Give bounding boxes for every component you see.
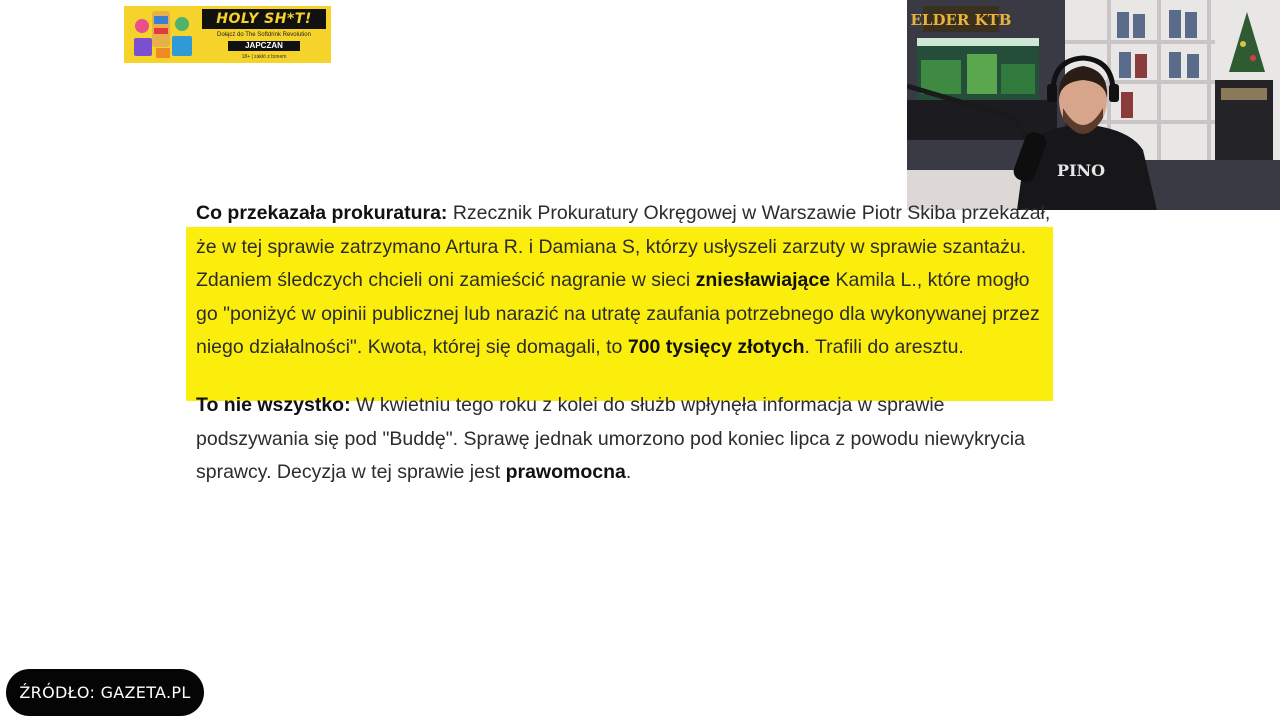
paragraph-more [196,389,1052,490]
streamer-webcam [907,0,1280,210]
shirt-print: PINO [1056,161,1106,180]
promo-subline: Dołącz do The Softdrink Revolution [217,32,311,38]
source-badge: ŹRÓDŁO: GAZETA.PL [6,669,204,716]
paragraph-text: . [625,461,632,484]
webcam-scene [907,0,1280,210]
promo-headline: HOLY SH*T! [202,9,326,29]
paragraph-lead: Co przekazała prokuratura: [196,202,448,224]
promo-note: 18+ | zakłó z bonem [241,54,287,60]
channel-logo-text: ELDER KTB [910,11,1012,29]
article-body [196,197,1052,490]
product-cans-illustration [130,8,196,61]
paragraph-text: Rzecznik Prokuratury Okręgowej w Warszawie Piotr Skiba przekazał, że w tej sprawie zatrzymano Artura R. i Damiana S, którzy usłyszeli zarzuty w sprawie szantażu. Zdaniem śledczych chcieli oni zamieścić nagranie w sieci [196,202,1051,292]
emphasis-amount: 700 tysięcy złotych [627,336,805,359]
paragraph-prosecution [196,197,1052,365]
paragraph-lead: To nie wszystko: [196,393,351,416]
emphasis-final: prawomocna [505,461,626,484]
promo-banner[interactable] [124,6,331,63]
paragraph-text: . Trafili do aresztu. [804,336,964,359]
paragraph-text: Kamila L., które mogło go "poniżyć w opinii publicznej lub narazić na utratę zaufania potrzebnego dla wykonywanej przez niego działalności". Kwota, której się domagali, to [196,269,1040,359]
paragraph-text: W kwietniu tego roku z kolei do służb wpłynęła informacja w sprawie podszywania się pod "Buddę". Sprawę jednak umorzono pod koniec lipca z powodu niewykrycia sprawcy. Decyzja w tej sprawie jest [196,393,1025,484]
channel-logo [911,6,1012,32]
emphasis-defamatory: zniesławiające [695,269,831,292]
promo-brand: JAPCZAN [228,41,300,51]
